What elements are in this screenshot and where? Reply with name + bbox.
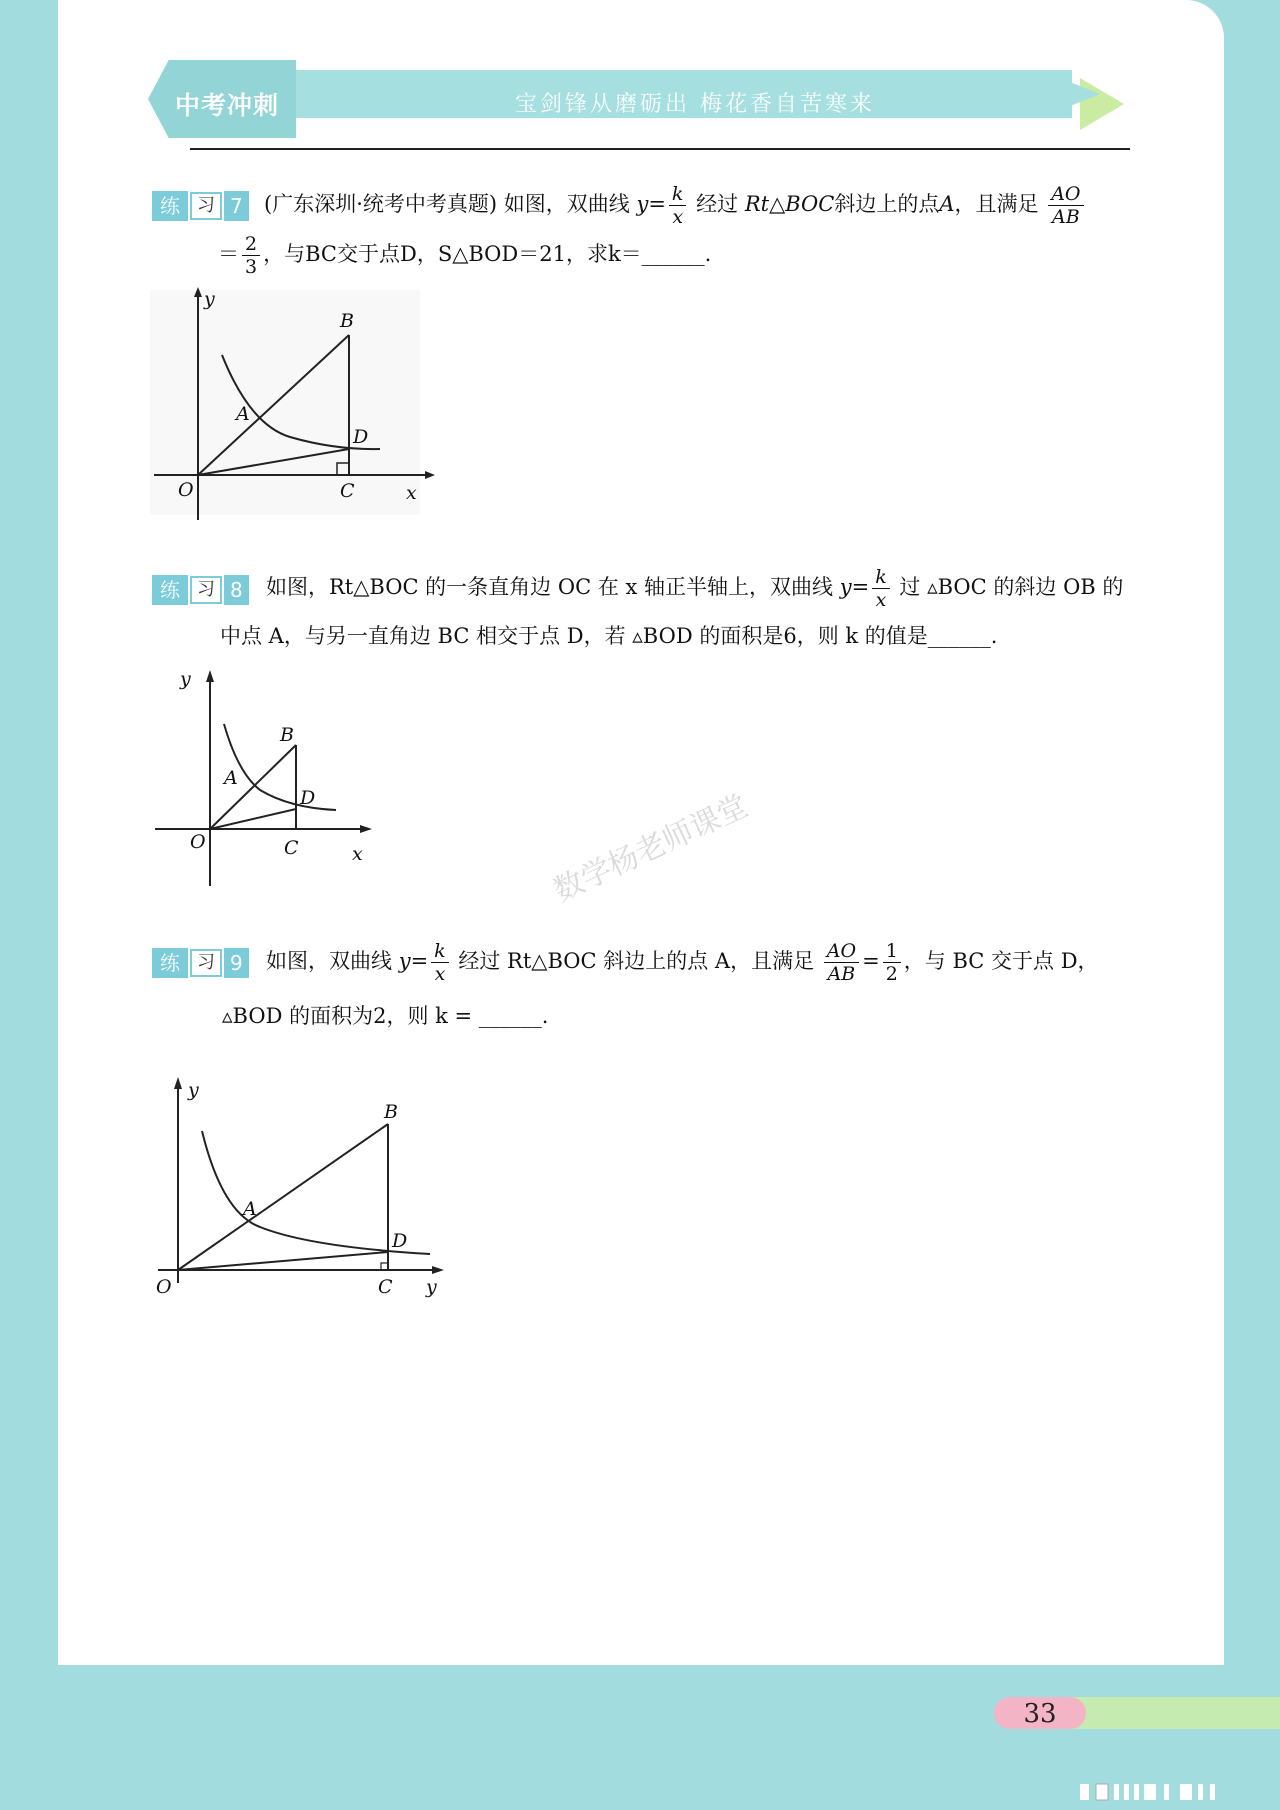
exercise-badge-7 [152, 191, 249, 221]
watermark: 数学杨老师课堂 [548, 788, 754, 909]
label-C: C [378, 1276, 393, 1298]
text: ，且满足 [954, 192, 1039, 216]
label-A: A [236, 403, 250, 425]
label-x: x [352, 843, 363, 865]
text: 斜边上的点 [834, 192, 940, 216]
badge-number: 8 [224, 575, 249, 605]
header-tag: 中考冲刺 [175, 91, 280, 120]
label-A: A [243, 1198, 257, 1220]
exercise-8-line1 [266, 566, 1123, 611]
label-B: B [384, 1101, 398, 1123]
badge-char: 练 [152, 191, 188, 221]
label-B: B [340, 310, 354, 332]
label-C: C [340, 480, 355, 502]
label-B: B [280, 724, 294, 746]
formula-fraction: $\frac{k}{x}$ [431, 940, 449, 985]
header-band-tip [1040, 70, 1100, 118]
text: 经过 [696, 192, 739, 216]
label-D: D [392, 1230, 408, 1252]
label-A: A [224, 767, 238, 789]
exercise-badge-8 [152, 575, 249, 605]
badge-char: 习 [190, 949, 222, 977]
label-x: x [406, 482, 417, 504]
badge-char: 习 [190, 192, 222, 220]
exercise-7-graph [140, 285, 440, 530]
exercise-9-line2: ▵BOD 的面积为2，则 k = ______. [222, 1004, 549, 1028]
corner-logo-icon [1080, 1782, 1250, 1804]
label-D: D [353, 426, 369, 448]
hypotenuse-OB [210, 745, 296, 829]
text: 经过 Rt△BOC 斜边上的点 A，且满足 [458, 949, 815, 973]
value-fraction: $\frac{2}{3}$ [242, 233, 260, 278]
label-y: y [188, 1079, 199, 1101]
formula-fraction: $\frac{k}{x}$ [669, 183, 687, 228]
label-y: y [204, 288, 215, 310]
exercise-7-line1 [264, 183, 1087, 228]
text: Rt△BOC [744, 192, 835, 216]
page-number: 33 [1023, 1699, 1057, 1729]
value-fraction: $\frac{1}{2}$ [883, 940, 901, 985]
text: (广东深圳·统考中考真题) 如图，双曲线 [264, 192, 630, 216]
label-D: D [300, 787, 316, 809]
text: ，与BC交于点D，S△BOD＝21，求k＝______. [263, 242, 712, 266]
badge-char: 习 [190, 576, 222, 604]
text: 如图，双曲线 [266, 949, 392, 973]
label-y: y [180, 668, 191, 690]
formula-lhs: y [839, 575, 852, 599]
formula-eq: = [648, 192, 666, 216]
badge-number: 7 [224, 191, 249, 221]
badge-number: 9 [224, 948, 249, 978]
text: ，与 BC 交于点 D， [903, 949, 1099, 973]
exercise-7-line2: ＝ $\frac{2}{3}$ ，与BC交于点D，S△BOD＝21，求k＝______. [218, 233, 712, 278]
text: 如图，Rt△BOC 的一条直角边 OC 在 x 轴正半轴上，双曲线 [266, 575, 834, 599]
text: 过 ▵BOC 的斜边 OB 的 [899, 575, 1124, 599]
formula-fraction: $\frac{k}{x}$ [872, 566, 890, 611]
formula-lhs: y [398, 949, 411, 973]
exercise-9-line1: 如图，双曲线 y= $\frac{k}{x}$ 经过 Rt△BOC 斜边上的点 A，且满足 $\frac{AO}{AB}$ = $\frac{1}{2}$ ，与 BC 交于点 D， [266, 940, 1099, 985]
label-O: O [178, 479, 194, 501]
exercise-8-line2: 中点 A，与另一直角边 BC 相交于点 D，若 ▵BOD 的面积是6，则 k 的值是______. [220, 624, 998, 648]
label-C: C [284, 837, 299, 859]
header-motto: 宝剑锋从磨砺出 梅花香自苦寒来 [515, 92, 875, 117]
label-x: y [426, 1276, 437, 1298]
badge-char: 练 [152, 948, 188, 978]
badge-char: 练 [152, 575, 188, 605]
segment-OD [178, 1252, 388, 1270]
label-O: O [156, 1276, 172, 1298]
ratio-fraction: $\frac{AO}{AB}$ [1048, 183, 1083, 228]
exercise-badge-9 [152, 948, 249, 978]
exercise-8-graph [150, 668, 380, 893]
label-O: O [190, 831, 206, 853]
right-angle-mark [381, 1263, 388, 1270]
formula-eq: = [851, 575, 870, 599]
ratio-fraction: $\frac{AO}{AB}$ [824, 940, 859, 985]
formula-eq: = [410, 949, 429, 973]
segment-OD [210, 809, 296, 829]
header-rule [190, 148, 1130, 150]
formula-lhs: y [636, 192, 649, 216]
exercise-9-graph [150, 1075, 450, 1305]
text: A [939, 192, 955, 216]
